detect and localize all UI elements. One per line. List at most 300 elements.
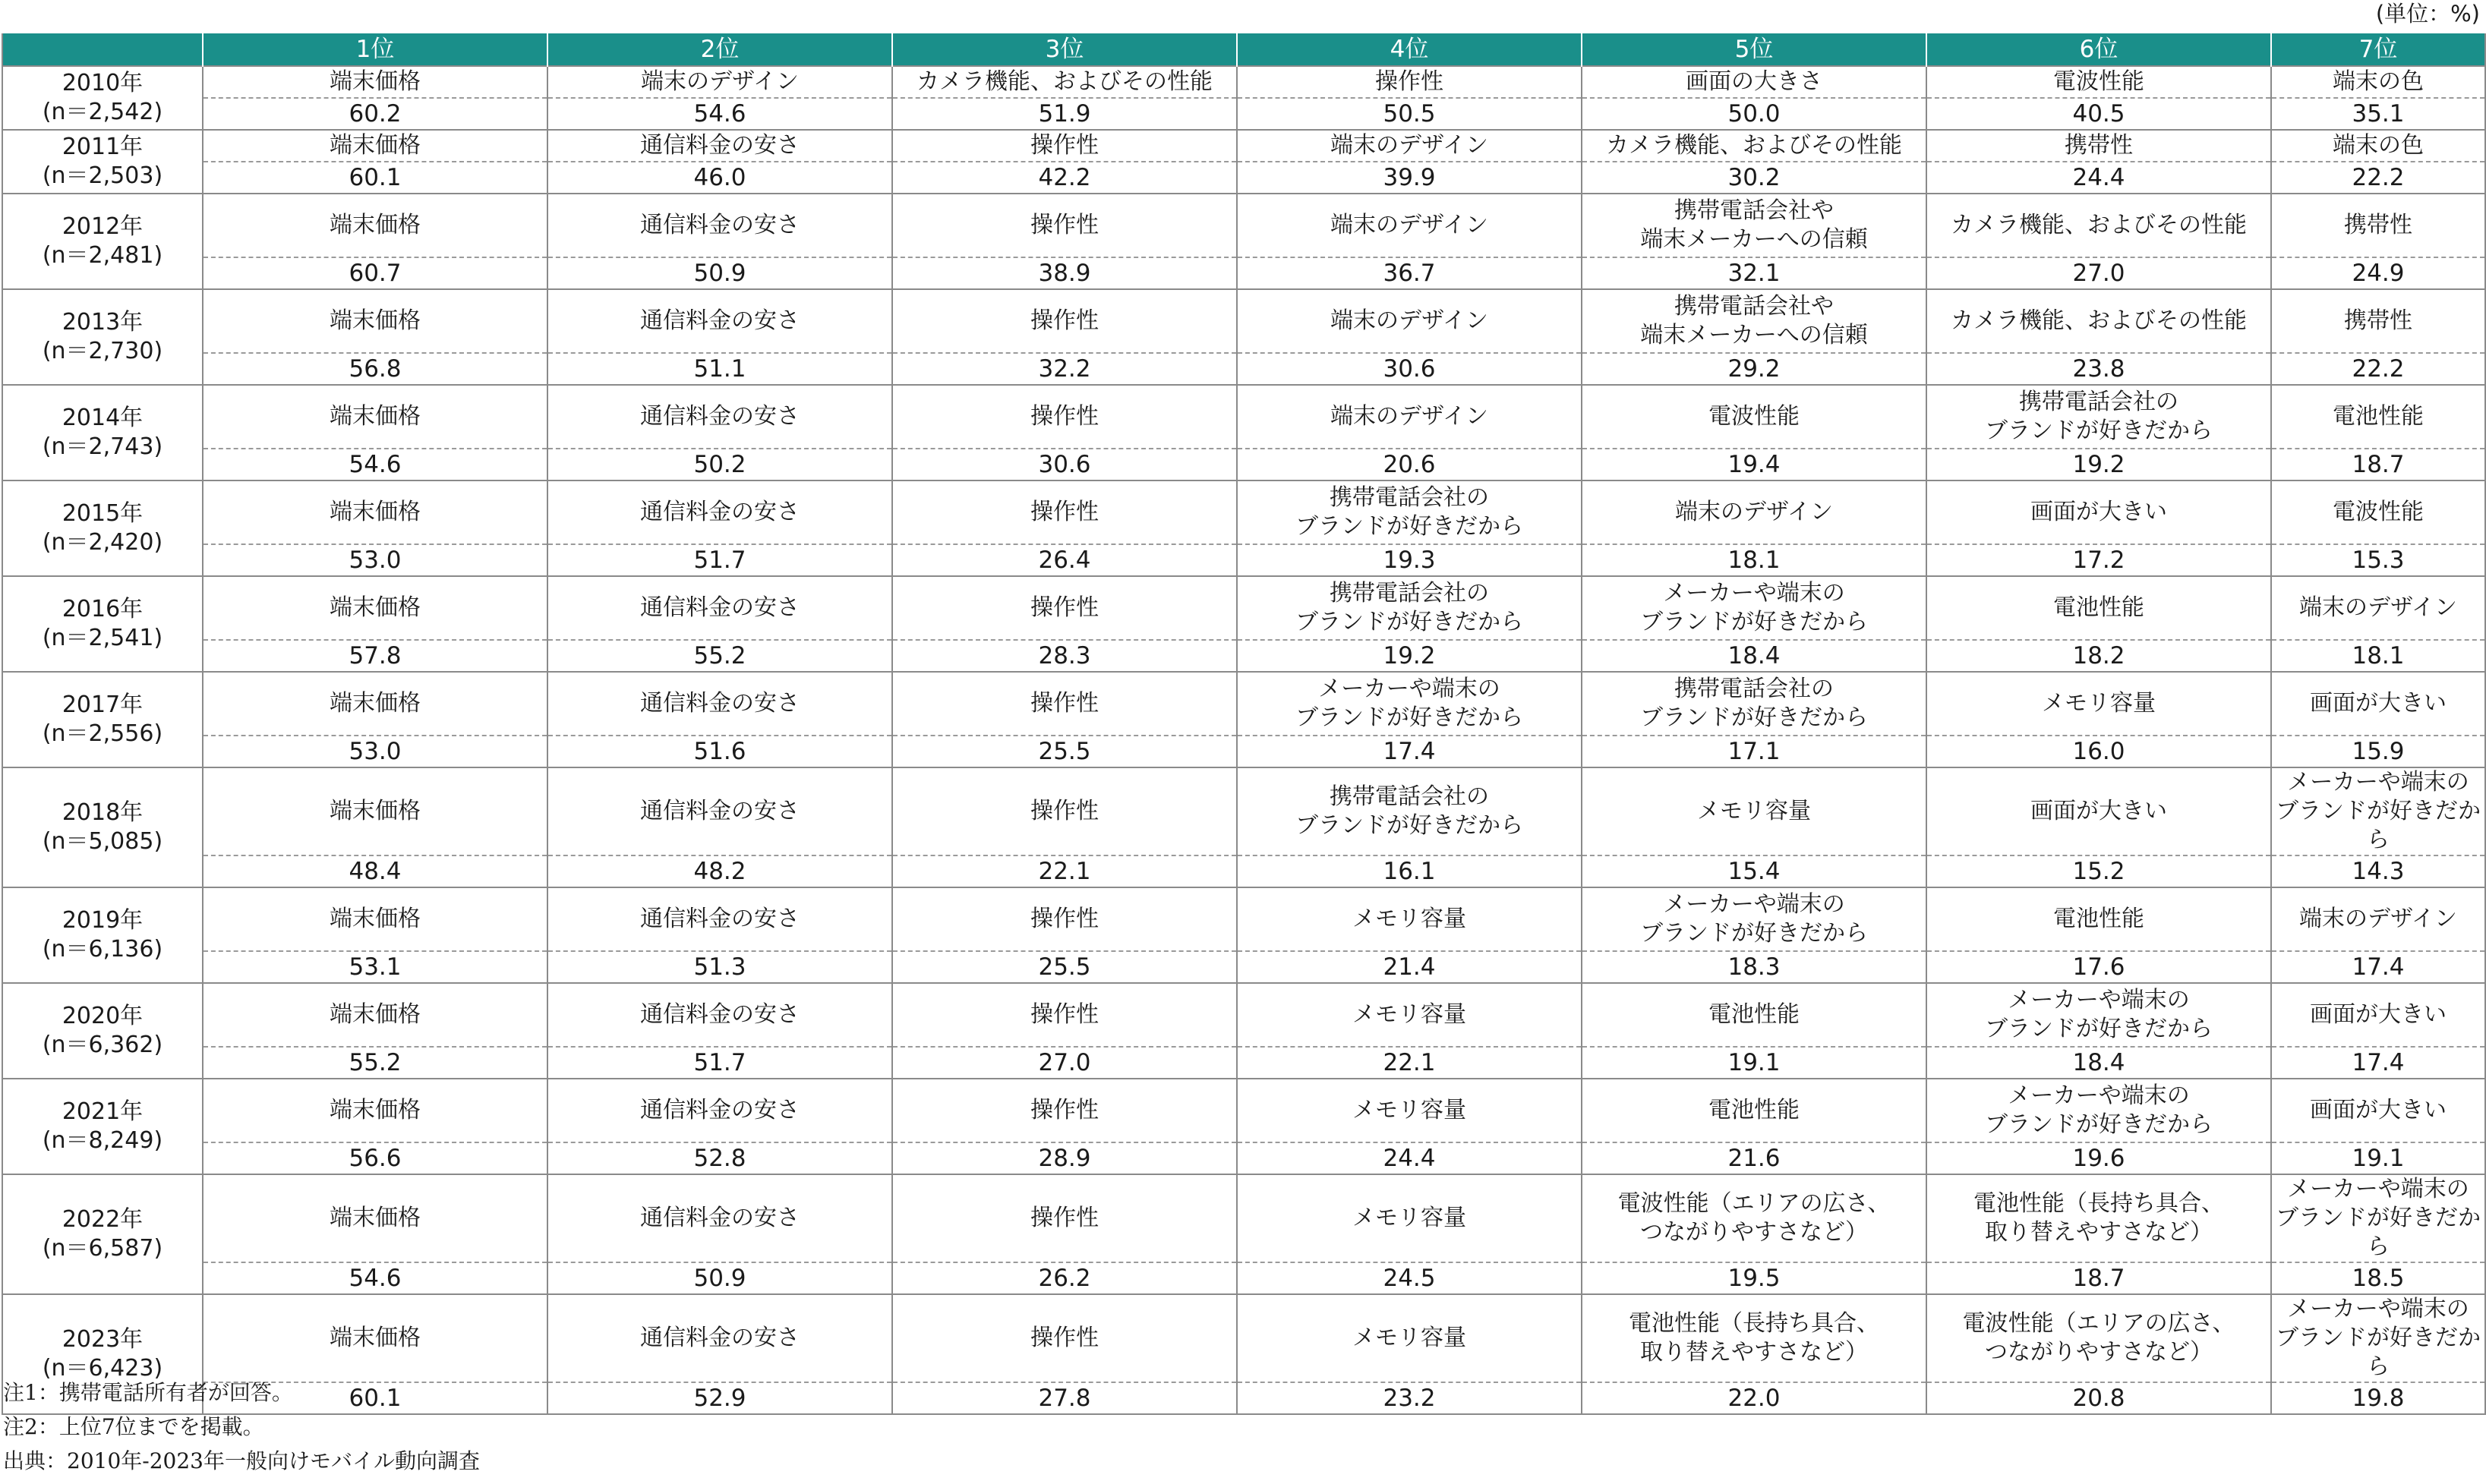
item-label: 携帯電話会社の (1330, 484, 1489, 511)
item-cell-rank-2 (547, 767, 892, 855)
item-cell-rank-2 (547, 194, 892, 257)
item-cell-rank-2 (547, 130, 892, 162)
value-cell-rank-6: 40.5 (1926, 98, 2271, 130)
value-cell-rank-7: 18.1 (2271, 640, 2485, 672)
item-label: 通信料金の安さ (640, 132, 800, 159)
value-cell-rank-1: 60.1 (203, 162, 547, 194)
item-label: ブランドが好きだから (1295, 704, 1523, 731)
table-row-values (2, 162, 2485, 194)
item-label: 端末の色 (2333, 68, 2424, 95)
item-cell-rank-5 (1582, 887, 1926, 951)
item-label: 取り替えやすさなど） (1985, 1219, 2213, 1246)
table-row-values (2, 1262, 2485, 1294)
item-cell-rank-3 (892, 1079, 1237, 1142)
table-row-values (2, 98, 2485, 130)
value-cell-rank-2: 50.9 (547, 1262, 892, 1294)
table-row-values (2, 544, 2485, 576)
value-cell-rank-4: 39.9 (1237, 162, 1582, 194)
item-cell-rank-1 (203, 767, 547, 855)
item-label: 端末価格 (330, 594, 421, 621)
item-label: 端末価格 (330, 499, 421, 525)
item-label: 通信料金の安さ (640, 403, 800, 430)
item-label: ブランドが好きだから (1985, 1111, 2213, 1138)
item-label: 電波性能 (2053, 68, 2144, 95)
item-label: ブランドが好きだから (1295, 609, 1523, 635)
item-label: カメラ機能、およびその性能 (1951, 212, 2247, 238)
year-label: 2012年 (62, 213, 144, 240)
item-label: 端末価格 (330, 690, 421, 717)
item-label: 携帯電話会社の (2019, 389, 2178, 415)
item-cell-rank-7 (2271, 576, 2485, 640)
item-label: 電池性能（長持ち具合、 (1629, 1310, 1879, 1337)
table-row-values (2, 951, 2485, 983)
item-cell-rank-7 (2271, 289, 2485, 353)
item-cell-rank-1 (203, 289, 547, 353)
item-cell-rank-3 (892, 289, 1237, 353)
item-label: 画面が大きい (2310, 1097, 2447, 1123)
item-label: 端末価格 (330, 1205, 421, 1231)
item-cell-rank-5 (1582, 289, 1926, 353)
item-cell-rank-4 (1237, 66, 1582, 98)
item-cell-rank-1 (203, 1174, 547, 1262)
item-cell-rank-3 (892, 576, 1237, 640)
item-cell-rank-1 (203, 66, 547, 98)
item-cell-rank-2 (547, 289, 892, 353)
item-label: 電池性能 (2053, 594, 2144, 621)
year-cell (2, 1079, 203, 1174)
item-label: 操作性 (1030, 132, 1099, 159)
item-cell-rank-6 (1926, 194, 2271, 257)
header-rank-4: 4位 (1237, 33, 1582, 66)
item-label: ブランドが好きだから (1985, 417, 2213, 444)
item-cell-rank-5 (1582, 130, 1926, 162)
item-cell-rank-2 (547, 887, 892, 951)
value-cell-rank-6: 20.8 (1926, 1382, 2271, 1414)
item-label: 電池性能 (2333, 403, 2424, 430)
table-row-items (2, 983, 2485, 1047)
year-cell (2, 1174, 203, 1294)
table-row-items (2, 887, 2485, 951)
sample-size-label: (n＝2,743) (42, 433, 163, 460)
item-label: 携帯性 (2344, 212, 2412, 238)
item-cell-rank-2 (547, 672, 892, 736)
value-cell-rank-5: 18.1 (1582, 544, 1926, 576)
table-row-values (2, 257, 2485, 289)
table-row-values (2, 1047, 2485, 1079)
value-cell-rank-4: 21.4 (1237, 951, 1582, 983)
item-cell-rank-3 (892, 66, 1237, 98)
value-cell-rank-5: 22.0 (1582, 1382, 1926, 1414)
value-cell-rank-1: 57.8 (203, 640, 547, 672)
item-label: メモリ容量 (1352, 1001, 1466, 1028)
item-label: メモリ容量 (1352, 1325, 1466, 1351)
value-cell-rank-4: 22.1 (1237, 1047, 1582, 1079)
value-cell-rank-4: 16.1 (1237, 855, 1582, 887)
item-label: 端末の色 (2333, 132, 2424, 159)
note-1: 注1：携帯電話所有者が回答。 (3, 1380, 293, 1405)
value-cell-rank-7: 22.2 (2271, 162, 2485, 194)
year-cell (2, 289, 203, 385)
item-cell-rank-4 (1237, 983, 1582, 1047)
value-cell-rank-2: 52.8 (547, 1142, 892, 1174)
value-cell-rank-7: 14.3 (2271, 855, 2485, 887)
value-cell-rank-2: 52.9 (547, 1382, 892, 1414)
header-rank-2: 2位 (547, 33, 892, 66)
year-cell (2, 672, 203, 767)
table-row-items (2, 289, 2485, 353)
item-label: ブランドが好きだから (1295, 812, 1523, 839)
item-label: 端末価格 (330, 1097, 421, 1123)
year-label: 2021年 (62, 1098, 144, 1125)
year-label: 2018年 (62, 799, 144, 826)
item-label: 通信料金の安さ (640, 1325, 800, 1351)
item-label: メモリ容量 (1352, 1097, 1466, 1123)
table-row-items (2, 576, 2485, 640)
item-label: 画面が大きい (2310, 690, 2447, 717)
item-label: ブランドが好きだから (1640, 609, 1868, 635)
item-label: 操作性 (1030, 212, 1099, 238)
table-row-items (2, 1294, 2485, 1382)
item-cell-rank-3 (892, 385, 1237, 449)
value-cell-rank-3: 32.2 (892, 353, 1237, 385)
table-row-values (2, 855, 2485, 887)
item-label: メーカーや端末の (2287, 1176, 2469, 1202)
sample-size-label: (n＝6,423) (42, 1355, 163, 1382)
item-label: 端末のデザイン (2299, 906, 2457, 932)
item-label: 操作性 (1030, 1205, 1099, 1231)
item-label: メーカーや端末の (1318, 676, 1500, 702)
item-label: ブランドが好きだから (1985, 1016, 2213, 1042)
value-cell-rank-4: 24.4 (1237, 1142, 1582, 1174)
value-cell-rank-2: 51.1 (547, 353, 892, 385)
sample-size-label: (n＝2,541) (42, 625, 163, 651)
value-cell-rank-7: 22.2 (2271, 353, 2485, 385)
sample-size-label: (n＝6,362) (42, 1032, 163, 1058)
item-label: 端末価格 (330, 1001, 421, 1028)
item-cell-rank-2 (547, 576, 892, 640)
item-cell-rank-2 (547, 1294, 892, 1382)
item-label: ブランドが好きだから (2276, 1205, 2481, 1260)
item-label: 操作性 (1030, 499, 1099, 525)
item-cell-rank-5 (1582, 576, 1926, 640)
table-row-values (2, 640, 2485, 672)
item-label: ブランドが好きだから (1640, 704, 1868, 731)
item-cell-rank-1 (203, 672, 547, 736)
item-cell-rank-3 (892, 480, 1237, 544)
value-cell-rank-2: 48.2 (547, 855, 892, 887)
value-cell-rank-1: 60.1 (203, 1382, 547, 1414)
value-cell-rank-3: 27.8 (892, 1382, 1237, 1414)
item-label: 携帯電話会社の (1330, 783, 1489, 810)
item-label: 操作性 (1030, 798, 1099, 824)
item-cell-rank-1 (203, 983, 547, 1047)
value-cell-rank-4: 24.5 (1237, 1262, 1582, 1294)
value-cell-rank-3: 51.9 (892, 98, 1237, 130)
item-cell-rank-6 (1926, 672, 2271, 736)
table-row-items (2, 66, 2485, 98)
item-label: 端末メーカーへの信頼 (1640, 226, 1868, 253)
item-label: 操作性 (1375, 68, 1443, 95)
sample-size-label: (n＝5,085) (42, 828, 163, 855)
value-cell-rank-6: 18.4 (1926, 1047, 2271, 1079)
value-cell-rank-7: 19.8 (2271, 1382, 2485, 1414)
item-cell-rank-7 (2271, 672, 2485, 736)
sample-size-label: (n＝2,542) (42, 99, 163, 125)
item-cell-rank-3 (892, 1174, 1237, 1262)
value-cell-rank-1: 56.6 (203, 1142, 547, 1174)
item-label: 通信料金の安さ (640, 1205, 800, 1231)
value-cell-rank-1: 53.0 (203, 544, 547, 576)
value-cell-rank-2: 50.9 (547, 257, 892, 289)
sample-size-label: (n＝8,249) (42, 1127, 163, 1154)
year-cell (2, 66, 203, 130)
item-label: 電池性能 (1708, 1001, 1800, 1028)
item-cell-rank-4 (1237, 1294, 1582, 1382)
value-cell-rank-7: 18.7 (2271, 449, 2485, 480)
item-label: 通信料金の安さ (640, 1097, 800, 1123)
value-cell-rank-4: 36.7 (1237, 257, 1582, 289)
source-note: 出典：2010年-2023年一般向けモバイル動向調査 (3, 1448, 480, 1473)
item-label: メモリ容量 (1352, 906, 1466, 932)
item-cell-rank-6 (1926, 385, 2271, 449)
item-label: 通信料金の安さ (640, 212, 800, 238)
item-label: メモリ容量 (2042, 690, 2156, 717)
item-label: メーカーや端末の (1663, 580, 1845, 607)
item-cell-rank-4 (1237, 576, 1582, 640)
table-row-items (2, 385, 2485, 449)
item-label: メモリ容量 (1352, 1205, 1466, 1231)
value-cell-rank-4: 17.4 (1237, 736, 1582, 767)
item-cell-rank-7 (2271, 480, 2485, 544)
item-cell-rank-6 (1926, 1174, 2271, 1262)
value-cell-rank-6: 17.2 (1926, 544, 2271, 576)
item-label: 電波性能 (2333, 499, 2424, 525)
value-cell-rank-1: 60.7 (203, 257, 547, 289)
value-cell-rank-5: 30.2 (1582, 162, 1926, 194)
item-label: メモリ容量 (1697, 798, 1811, 824)
year-label: 2017年 (62, 692, 144, 718)
sample-size-label: (n＝2,730) (42, 338, 163, 364)
year-cell (2, 194, 203, 289)
item-label: 端末価格 (330, 798, 421, 824)
item-label: 操作性 (1030, 1097, 1099, 1123)
item-cell-rank-3 (892, 983, 1237, 1047)
item-cell-rank-1 (203, 385, 547, 449)
value-cell-rank-6: 27.0 (1926, 257, 2271, 289)
item-label: 端末のデザイン (1330, 212, 1488, 238)
header-corner (2, 33, 203, 66)
item-cell-rank-7 (2271, 1294, 2485, 1382)
value-cell-rank-5: 32.1 (1582, 257, 1926, 289)
item-label: メーカーや端末の (2287, 769, 2469, 796)
item-cell-rank-6 (1926, 1079, 2271, 1142)
table-row-items (2, 672, 2485, 736)
item-label: 操作性 (1030, 1325, 1099, 1351)
value-cell-rank-1: 54.6 (203, 1262, 547, 1294)
table-row-items (2, 1174, 2485, 1262)
year-cell (2, 130, 203, 194)
year-label: 2019年 (62, 907, 144, 934)
item-cell-rank-4 (1237, 194, 1582, 257)
item-label: 通信料金の安さ (640, 594, 800, 621)
sample-size-label: (n＝2,556) (42, 720, 163, 747)
item-label: 端末価格 (330, 1325, 421, 1351)
value-cell-rank-7: 17.4 (2271, 1047, 2485, 1079)
item-label: つながりやすさなど） (1640, 1219, 1868, 1246)
item-label: 画面が大きい (2030, 798, 2167, 824)
item-cell-rank-3 (892, 130, 1237, 162)
value-cell-rank-1: 48.4 (203, 855, 547, 887)
value-cell-rank-7: 17.4 (2271, 951, 2485, 983)
item-cell-rank-5 (1582, 1079, 1926, 1142)
value-cell-rank-5: 19.1 (1582, 1047, 1926, 1079)
table-row-items (2, 1079, 2485, 1142)
value-cell-rank-5: 19.4 (1582, 449, 1926, 480)
item-cell-rank-4 (1237, 1079, 1582, 1142)
item-label: 通信料金の安さ (640, 1001, 800, 1028)
item-label: 端末価格 (330, 132, 421, 159)
year-label: 2022年 (62, 1206, 144, 1233)
value-cell-rank-3: 26.2 (892, 1262, 1237, 1294)
value-cell-rank-1: 55.2 (203, 1047, 547, 1079)
item-label: 電波性能（エリアの広さ、 (1962, 1310, 2235, 1337)
value-cell-rank-5: 29.2 (1582, 353, 1926, 385)
value-cell-rank-4: 50.5 (1237, 98, 1582, 130)
value-cell-rank-7: 15.9 (2271, 736, 2485, 767)
year-cell (2, 887, 203, 983)
item-cell-rank-5 (1582, 767, 1926, 855)
item-cell-rank-2 (547, 1079, 892, 1142)
item-label: 操作性 (1030, 1001, 1099, 1028)
year-label: 2016年 (62, 596, 144, 622)
item-label: 携帯性 (2065, 132, 2133, 159)
item-cell-rank-7 (2271, 983, 2485, 1047)
value-cell-rank-2: 51.7 (547, 1047, 892, 1079)
item-label: カメラ機能、およびその性能 (1606, 132, 1902, 159)
item-cell-rank-6 (1926, 767, 2271, 855)
item-cell-rank-1 (203, 887, 547, 951)
sample-size-label: (n＝2,481) (42, 242, 163, 269)
value-cell-rank-1: 53.1 (203, 951, 547, 983)
item-cell-rank-4 (1237, 672, 1582, 736)
value-cell-rank-4: 19.3 (1237, 544, 1582, 576)
item-label: 端末のデザイン (2299, 594, 2457, 621)
item-cell-rank-1 (203, 1294, 547, 1382)
item-cell-rank-7 (2271, 1079, 2485, 1142)
item-cell-rank-1 (203, 1079, 547, 1142)
item-label: ブランドが好きだから (2276, 798, 2481, 853)
item-cell-rank-6 (1926, 130, 2271, 162)
value-cell-rank-5: 17.1 (1582, 736, 1926, 767)
value-cell-rank-5: 50.0 (1582, 98, 1926, 130)
table-row-values (2, 449, 2485, 480)
header-row (2, 33, 2485, 66)
item-cell-rank-6 (1926, 1294, 2271, 1382)
item-label: 操作性 (1030, 906, 1099, 932)
value-cell-rank-6: 19.2 (1926, 449, 2271, 480)
value-cell-rank-4: 30.6 (1237, 353, 1582, 385)
item-cell-rank-6 (1926, 66, 2271, 98)
item-cell-rank-7 (2271, 887, 2485, 951)
item-label: ブランドが好きだから (1640, 920, 1868, 947)
item-cell-rank-7 (2271, 66, 2485, 98)
item-label: 通信料金の安さ (640, 499, 800, 525)
year-cell (2, 480, 203, 576)
item-cell-rank-5 (1582, 672, 1926, 736)
table-row-items (2, 130, 2485, 162)
item-cell-rank-4 (1237, 480, 1582, 544)
value-cell-rank-7: 35.1 (2271, 98, 2485, 130)
item-label: 操作性 (1030, 594, 1099, 621)
value-cell-rank-5: 18.4 (1582, 640, 1926, 672)
value-cell-rank-3: 25.5 (892, 736, 1237, 767)
item-label: 携帯性 (2344, 307, 2412, 334)
item-cell-rank-1 (203, 130, 547, 162)
item-label: 通信料金の安さ (640, 798, 800, 824)
item-cell-rank-5 (1582, 1174, 1926, 1262)
note-2: 注2：上位7位までを掲載。 (3, 1414, 264, 1439)
item-cell-rank-2 (547, 385, 892, 449)
item-label: 携帯電話会社の (1674, 676, 1834, 702)
item-label: 端末価格 (330, 212, 421, 238)
item-label: 電池性能 (1708, 1097, 1800, 1123)
item-label: メーカーや端末の (1663, 891, 1845, 918)
item-label: カメラ機能、およびその性能 (1951, 307, 2247, 334)
item-cell-rank-1 (203, 480, 547, 544)
year-label: 2011年 (62, 134, 144, 160)
value-cell-rank-6: 19.6 (1926, 1142, 2271, 1174)
header-rank-1: 1位 (203, 33, 547, 66)
value-cell-rank-5: 21.6 (1582, 1142, 1926, 1174)
item-cell-rank-7 (2271, 385, 2485, 449)
table-row-items (2, 767, 2485, 855)
year-label: 2010年 (62, 70, 144, 96)
item-cell-rank-2 (547, 480, 892, 544)
header-rank-6: 6位 (1926, 33, 2271, 66)
item-label: 電波性能 (1708, 403, 1800, 430)
item-label: メーカーや端末の (2287, 1296, 2469, 1322)
item-cell-rank-3 (892, 672, 1237, 736)
value-cell-rank-6: 16.0 (1926, 736, 2271, 767)
sample-size-label: (n＝6,136) (42, 936, 163, 963)
item-cell-rank-7 (2271, 1174, 2485, 1262)
year-label: 2013年 (62, 309, 144, 336)
item-label: 取り替えやすさなど） (1640, 1339, 1868, 1366)
item-cell-rank-1 (203, 576, 547, 640)
table-row-values (2, 736, 2485, 767)
item-label: ブランドが好きだから (2276, 1325, 2481, 1380)
item-cell-rank-4 (1237, 289, 1582, 353)
item-cell-rank-5 (1582, 480, 1926, 544)
value-cell-rank-6: 18.2 (1926, 640, 2271, 672)
value-cell-rank-7: 18.5 (2271, 1262, 2485, 1294)
year-cell (2, 576, 203, 672)
header-rank-7: 7位 (2271, 33, 2485, 66)
year-cell (2, 385, 203, 480)
item-label: 端末価格 (330, 906, 421, 932)
value-cell-rank-6: 18.7 (1926, 1262, 2271, 1294)
item-cell-rank-6 (1926, 983, 2271, 1047)
value-cell-rank-7: 24.9 (2271, 257, 2485, 289)
item-label: 携帯電話会社や (1674, 197, 1834, 224)
item-cell-rank-5 (1582, 66, 1926, 98)
item-cell-rank-4 (1237, 887, 1582, 951)
item-label: 端末のデザイン (1330, 307, 1488, 334)
value-cell-rank-7: 15.3 (2271, 544, 2485, 576)
item-cell-rank-6 (1926, 480, 2271, 544)
value-cell-rank-4: 23.2 (1237, 1382, 1582, 1414)
item-cell-rank-7 (2271, 767, 2485, 855)
